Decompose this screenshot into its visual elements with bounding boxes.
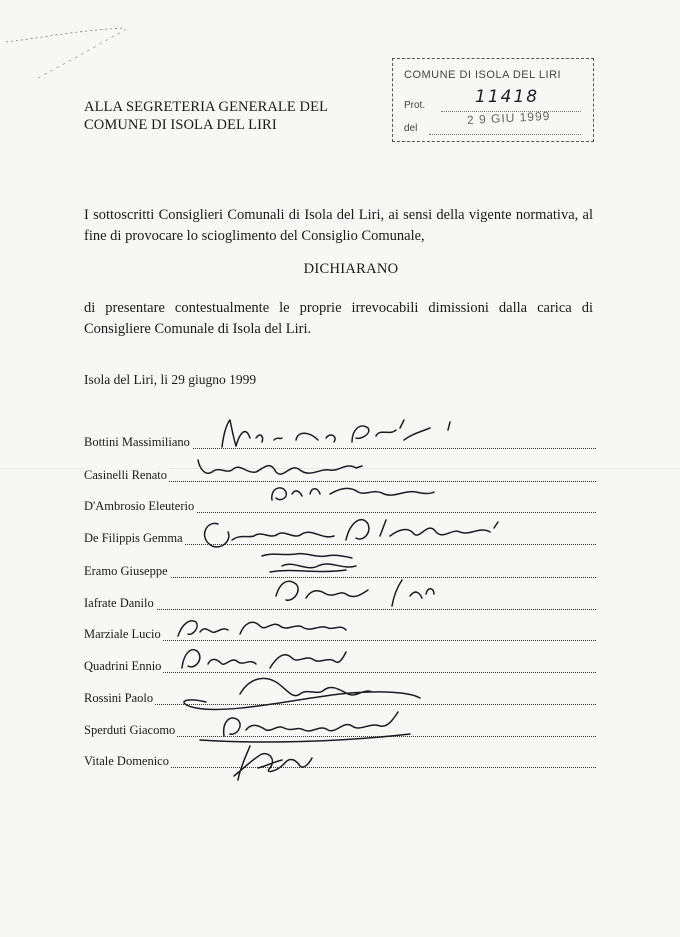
addressee-line-1: ALLA SEGRETERIA GENERALE DEL xyxy=(84,99,329,115)
signatory-row xyxy=(84,751,596,771)
signatory-name: Sperduti Giacomo xyxy=(84,723,176,737)
signatory-name: D'Ambrosio Eleuterio xyxy=(84,499,195,513)
protocol-stamp xyxy=(392,58,594,142)
signatory-row xyxy=(84,561,596,581)
signatory-row xyxy=(84,528,596,548)
signatory-name: Rossini Paolo xyxy=(84,691,154,705)
signatory-row xyxy=(84,465,596,485)
signatory-row xyxy=(84,656,596,676)
stamp-date: 2 9 GIU 1999 xyxy=(466,108,551,128)
signatory-name: Eramo Giuseppe xyxy=(84,564,168,578)
place-and-date: Isola del Liri, li 29 giugno 1999 xyxy=(84,372,257,387)
signatory-name: Bottini Massimiliano xyxy=(84,435,190,449)
stamp-prot-label: Prot. xyxy=(404,100,426,111)
signatory-name: Marziale Lucio xyxy=(84,627,161,641)
signature-line xyxy=(84,609,596,610)
signatory-row xyxy=(84,720,596,740)
stamp-protocol-number: 11418 xyxy=(475,87,540,107)
declaration-heading: DICHIARANO xyxy=(303,261,399,277)
scan-corner-mark xyxy=(0,0,140,90)
intro-paragraph: I sottoscritti Consiglieri Comunali di Isola del Liri, ai sensi della vigente normativa, al fine di provocare lo scioglimento del Consiglio Comunale, xyxy=(84,207,593,244)
stamp-del-label: del xyxy=(404,123,418,134)
signatory-name: Casinelli Renato xyxy=(84,468,167,482)
signatory-row xyxy=(84,593,596,613)
signatory-row xyxy=(84,496,596,516)
signatory-name: Iafrate Danilo xyxy=(84,596,154,610)
signature-line xyxy=(84,704,596,705)
signatory-name: Quadrini Ennio xyxy=(84,659,162,673)
signatory-name: Vitale Domenico xyxy=(84,754,169,768)
signatory-name: De Filippis Gemma xyxy=(84,531,183,545)
addressee-block xyxy=(84,98,328,134)
signatory-row xyxy=(84,432,596,452)
addressee-line-2: COMUNE DI ISOLA DEL LIRI xyxy=(84,117,277,133)
stamp-del-line xyxy=(429,134,581,135)
signatory-row xyxy=(84,624,596,644)
declaration-paragraph: di presentare contestualmente le proprie irrevocabili dimissioni dalla carica di Consigliere Comunale di Isola del Liri. xyxy=(84,300,593,337)
stamp-title: COMUNE DI ISOLA DEL LIRI xyxy=(404,69,562,81)
signatory-row xyxy=(84,688,596,708)
